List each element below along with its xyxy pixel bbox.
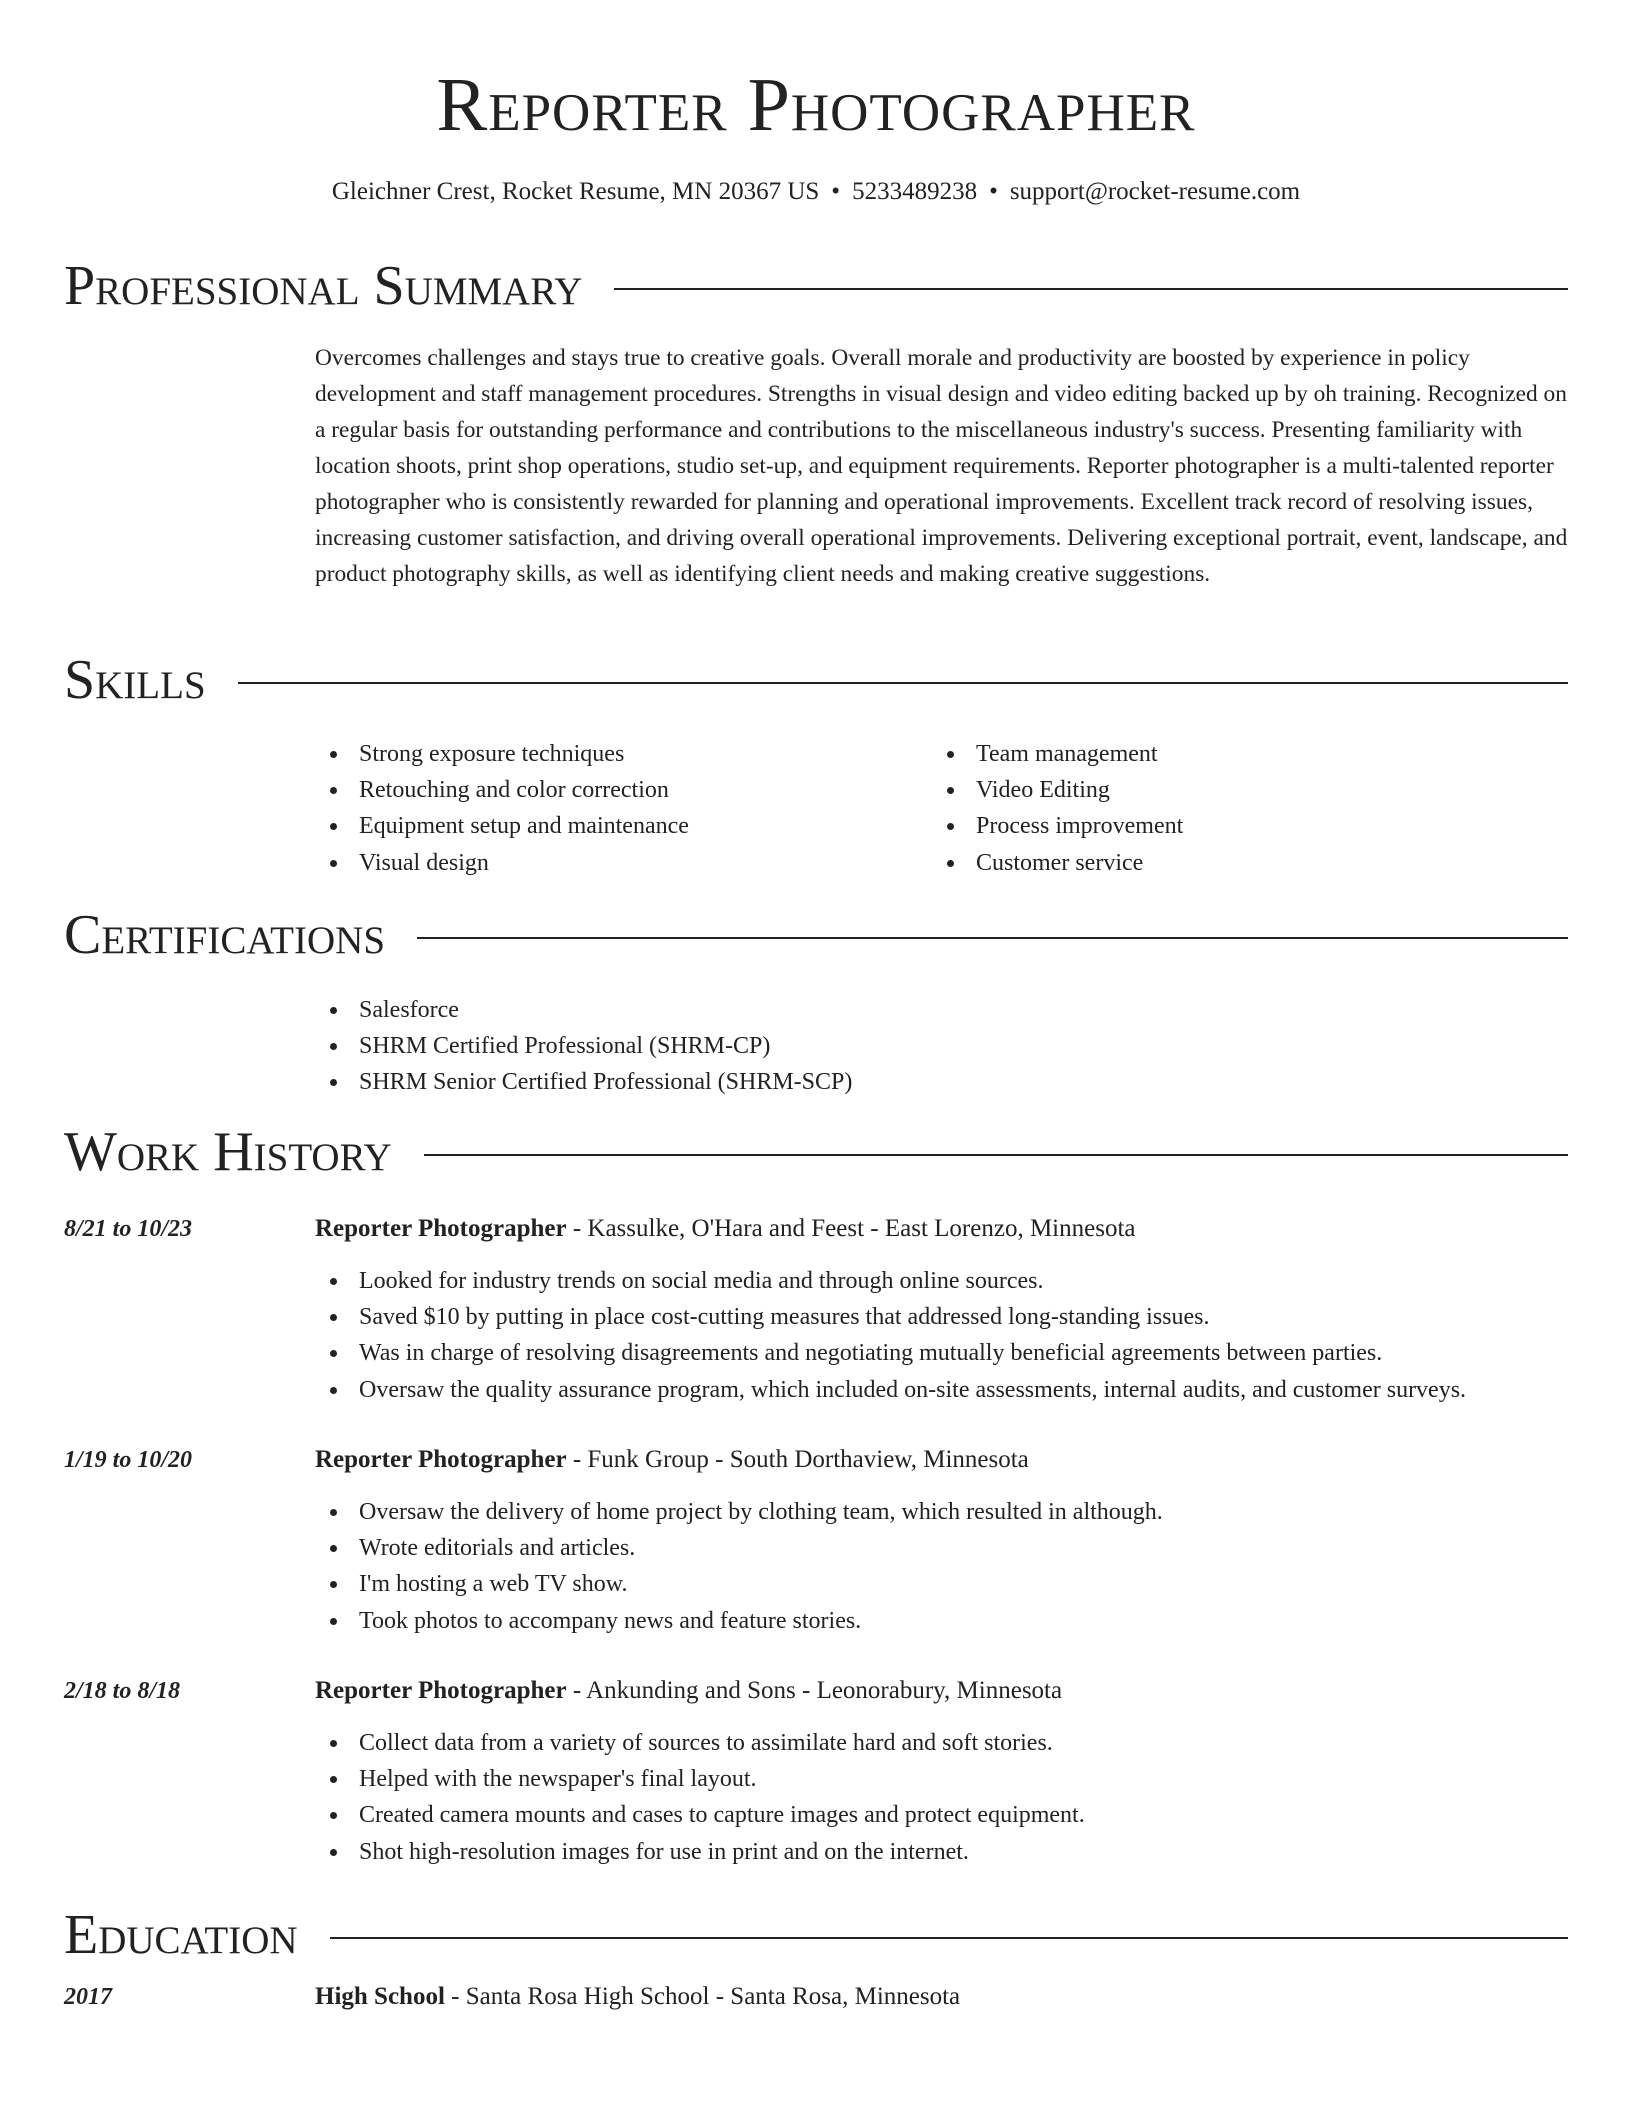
job-role: Reporter Photographer [315, 1677, 567, 1704]
job-bullets [315, 1494, 1575, 1639]
skill-item: Retouching and color correction [315, 772, 915, 808]
education-degree: High School [315, 1983, 445, 2010]
skill-item: Video Editing [932, 772, 1532, 808]
skill-item: Process improvement [932, 808, 1532, 844]
skill-item: Strong exposure techniques [315, 736, 915, 772]
section-heading-certifications [64, 903, 1568, 967]
job-bullet: Collect data from a variety of sources to assimilate hard and soft stories. [315, 1725, 1575, 1761]
job-role: Reporter Photographer [315, 1215, 567, 1242]
skills-list-left [315, 736, 915, 881]
job-title-line [315, 1213, 1135, 1245]
skill-item: Team management [932, 736, 1532, 772]
job-bullet: Saved $10 by putting in place cost-cutting measures that addressed long-standing issues. [315, 1299, 1575, 1335]
job-bullet: Helped with the newspaper's final layout. [315, 1761, 1575, 1797]
section-divider [614, 288, 1568, 290]
job-bullet: Oversaw the delivery of home project by clothing team, which resulted in although. [315, 1494, 1575, 1530]
section-heading-skills [64, 648, 1568, 712]
certifications-list [315, 992, 1315, 1101]
section-title: Education [64, 1904, 298, 1966]
job-employer-location: - Ankunding and Sons - Leonorabury, Minnesota [566, 1677, 1063, 1704]
job-dates: 8/21 to 10/23 [64, 1216, 193, 1242]
contact-line [0, 176, 1632, 208]
contact-separator: • [831, 178, 841, 205]
section-divider [330, 1937, 1568, 1939]
job-bullet: I'm hosting a web TV show. [315, 1566, 1575, 1602]
skill-item: Visual design [315, 845, 915, 881]
job-dates: 2/18 to 8/18 [64, 1678, 181, 1704]
section-title: Professional Summary [64, 255, 583, 317]
section-heading-summary [64, 254, 1568, 318]
section-title: Certifications [64, 904, 386, 966]
summary-text: Overcomes challenges and stays true to creative goals. Overall morale and productivity are boosted by experience in policy development and staff management procedures. Strengths in visual design and video editing backed up by oh training. Recognized on a regular basis for outstanding performance and contributions to the miscellaneous industry's success. Presenting familiarity with location shoots, print shop operations, studio set-up, and equipment requirements. Reporter photographer is a multi-talented reporter photographer who is consistently rewarded for planning and operational improvements. Excellent track record of resolving issues, increasing customer satisfaction, and driving overall operational improvements. Delivering exceptional portrait, event, landscape, and product photography skills, as well as identifying client needs and making creative suggestions. [315, 345, 1568, 587]
contact-separator: • [989, 178, 998, 205]
education-year: 2017 [64, 1984, 112, 2010]
section-divider [417, 937, 1568, 939]
section-heading-work-history [64, 1120, 1568, 1184]
job-bullet: Shot high-resolution images for use in print and on the internet. [315, 1834, 1575, 1870]
contact-phone: 5233489238 [852, 178, 978, 205]
job-bullet: Took photos to accompany news and feature stories. [315, 1603, 1575, 1639]
job-employer-location: - Funk Group - South Dorthaview, Minnesota [566, 1446, 1029, 1473]
job-bullets [315, 1725, 1575, 1870]
certification-item: SHRM Senior Certified Professional (SHRM-SCP) [315, 1064, 1315, 1100]
job-bullet: Created camera mounts and cases to capture images and protect equipment. [315, 1797, 1575, 1833]
job-bullets [315, 1263, 1575, 1408]
contact-address: Gleichner Crest, Rocket Resume, MN 20367 US [331, 178, 820, 205]
section-heading-education [64, 1903, 1568, 1967]
contact-email: support@rocket-resume.com [1009, 178, 1301, 205]
skill-item: Equipment setup and maintenance [315, 808, 915, 844]
section-divider [238, 682, 1568, 684]
job-bullet: Was in charge of resolving disagreements and negotiating mutually beneficial agreements between parties. [315, 1335, 1575, 1371]
education-school-location: - Santa Rosa High School - Santa Rosa, Minnesota [444, 1983, 961, 2010]
certification-item: SHRM Certified Professional (SHRM-CP) [315, 1028, 1315, 1064]
education-line [315, 1981, 960, 2013]
job-role: Reporter Photographer [315, 1446, 567, 1473]
job-bullet: Oversaw the quality assurance program, which included on-site assessments, internal audits, and customer surveys. [315, 1372, 1575, 1408]
job-title-line [315, 1675, 1062, 1707]
job-bullet: Wrote editorials and articles. [315, 1530, 1575, 1566]
section-title: Work History [64, 1121, 392, 1183]
certification-item: Salesforce [315, 992, 1315, 1028]
job-bullet: Looked for industry trends on social media and through online sources. [315, 1263, 1575, 1299]
job-employer-location: - Kassulke, O'Hara and Feest - East Lorenzo, Minnesota [566, 1215, 1136, 1242]
skill-item: Customer service [932, 845, 1532, 881]
skills-list-right [932, 736, 1532, 881]
section-title: Skills [64, 649, 206, 711]
section-divider [424, 1154, 1568, 1156]
job-title-line [315, 1444, 1029, 1476]
candidate-name: Reporter Photographer [436, 63, 1196, 147]
job-dates: 1/19 to 10/20 [64, 1447, 193, 1473]
